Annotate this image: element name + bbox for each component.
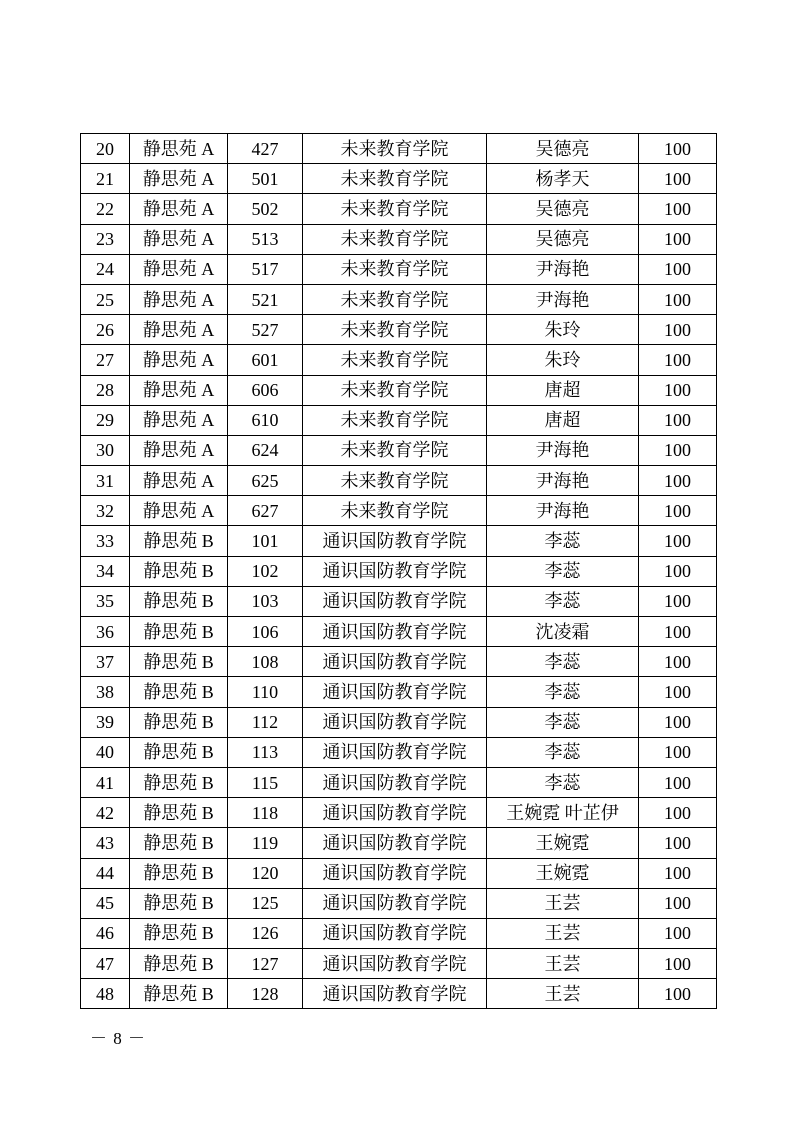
table-row [81,556,717,586]
cell-no: 25 [81,284,130,314]
cell-score: 100 [639,435,717,465]
cell-building: 静思苑 A [130,284,228,314]
page-number: － 8 － [90,1029,146,1048]
table-row [81,284,717,314]
table-row [81,345,717,375]
cell-score: 100 [639,405,717,435]
cell-score: 100 [639,617,717,647]
cell-score: 100 [639,828,717,858]
cell-room: 126 [228,918,303,948]
cell-no: 39 [81,707,130,737]
cell-room: 106 [228,617,303,647]
cell-score: 100 [639,345,717,375]
cell-college: 通识国防教育学院 [303,828,487,858]
cell-no: 26 [81,315,130,345]
cell-room: 427 [228,134,303,164]
cell-no: 46 [81,918,130,948]
cell-person: 李蕊 [487,737,639,767]
cell-college: 通识国防教育学院 [303,949,487,979]
cell-building: 静思苑 B [130,617,228,647]
table-row [81,828,717,858]
cell-college: 未来教育学院 [303,224,487,254]
table-row [81,888,717,918]
cell-score: 100 [639,164,717,194]
table-row [81,254,717,284]
cell-college: 通识国防教育学院 [303,707,487,737]
table-body [81,134,717,1009]
cell-room: 101 [228,526,303,556]
table-row [81,677,717,707]
table-row [81,707,717,737]
cell-college: 通识国防教育学院 [303,888,487,918]
cell-no: 48 [81,979,130,1009]
cell-person: 李蕊 [487,647,639,677]
cell-building: 静思苑 B [130,828,228,858]
cell-score: 100 [639,707,717,737]
cell-no: 38 [81,677,130,707]
table-row [81,164,717,194]
cell-college: 未来教育学院 [303,375,487,405]
cell-score: 100 [639,466,717,496]
cell-no: 44 [81,858,130,888]
table-row [81,405,717,435]
cell-building: 静思苑 B [130,798,228,828]
cell-room: 128 [228,979,303,1009]
cell-no: 22 [81,194,130,224]
cell-no: 33 [81,526,130,556]
cell-building: 静思苑 B [130,677,228,707]
table-row [81,647,717,677]
cell-building: 静思苑 A [130,134,228,164]
cell-room: 118 [228,798,303,828]
cell-score: 100 [639,888,717,918]
cell-person: 朱玲 [487,315,639,345]
cell-no: 24 [81,254,130,284]
cell-college: 通识国防教育学院 [303,526,487,556]
cell-college: 通识国防教育学院 [303,979,487,1009]
cell-no: 23 [81,224,130,254]
cell-college: 通识国防教育学院 [303,858,487,888]
cell-no: 28 [81,375,130,405]
cell-room: 521 [228,284,303,314]
cell-score: 100 [639,949,717,979]
cell-room: 527 [228,315,303,345]
cell-person: 王芸 [487,949,639,979]
cell-room: 115 [228,767,303,797]
table-row [81,798,717,828]
cell-no: 32 [81,496,130,526]
cell-building: 静思苑 A [130,375,228,405]
table-row [81,858,717,888]
cell-score: 100 [639,798,717,828]
cell-score: 100 [639,647,717,677]
cell-room: 624 [228,435,303,465]
cell-building: 静思苑 B [130,737,228,767]
table-row [81,617,717,647]
cell-no: 41 [81,767,130,797]
cell-room: 119 [228,828,303,858]
cell-room: 501 [228,164,303,194]
cell-building: 静思苑 B [130,526,228,556]
cell-person: 李蕊 [487,677,639,707]
cell-college: 未来教育学院 [303,194,487,224]
table-row [81,949,717,979]
cell-building: 静思苑 A [130,194,228,224]
cell-person: 吴德亮 [487,194,639,224]
cell-building: 静思苑 A [130,466,228,496]
cell-building: 静思苑 B [130,707,228,737]
cell-no: 30 [81,435,130,465]
cell-score: 100 [639,586,717,616]
cell-person: 李蕊 [487,767,639,797]
cell-person: 唐超 [487,405,639,435]
cell-score: 100 [639,556,717,586]
cell-score: 100 [639,224,717,254]
cell-no: 27 [81,345,130,375]
cell-room: 113 [228,737,303,767]
cell-building: 静思苑 A [130,254,228,284]
cell-person: 尹海艳 [487,284,639,314]
cell-building: 静思苑 A [130,224,228,254]
cell-room: 108 [228,647,303,677]
cell-no: 35 [81,586,130,616]
table-row [81,375,717,405]
table-row [81,134,717,164]
cell-score: 100 [639,858,717,888]
cell-person: 李蕊 [487,707,639,737]
table-row [81,435,717,465]
cell-college: 未来教育学院 [303,345,487,375]
dormitory-score-table [80,133,717,1009]
cell-room: 513 [228,224,303,254]
cell-building: 静思苑 B [130,979,228,1009]
cell-room: 127 [228,949,303,979]
table-row [81,466,717,496]
cell-building: 静思苑 A [130,164,228,194]
cell-person: 李蕊 [487,586,639,616]
table-row [81,315,717,345]
cell-building: 静思苑 A [130,435,228,465]
cell-room: 102 [228,556,303,586]
cell-building: 静思苑 B [130,949,228,979]
cell-room: 517 [228,254,303,284]
cell-person: 唐超 [487,375,639,405]
cell-building: 静思苑 B [130,647,228,677]
cell-college: 未来教育学院 [303,315,487,345]
cell-person: 沈凌霜 [487,617,639,647]
cell-person: 李蕊 [487,556,639,586]
cell-college: 通识国防教育学院 [303,677,487,707]
cell-no: 29 [81,405,130,435]
cell-building: 静思苑 A [130,315,228,345]
cell-room: 610 [228,405,303,435]
cell-score: 100 [639,737,717,767]
cell-no: 20 [81,134,130,164]
cell-college: 通识国防教育学院 [303,798,487,828]
cell-no: 37 [81,647,130,677]
cell-room: 112 [228,707,303,737]
cell-score: 100 [639,254,717,284]
cell-score: 100 [639,315,717,345]
cell-person: 王芸 [487,918,639,948]
cell-score: 100 [639,767,717,797]
cell-no: 47 [81,949,130,979]
cell-no: 34 [81,556,130,586]
cell-room: 502 [228,194,303,224]
cell-building: 静思苑 B [130,767,228,797]
cell-room: 627 [228,496,303,526]
cell-building: 静思苑 B [130,586,228,616]
cell-no: 31 [81,466,130,496]
cell-room: 110 [228,677,303,707]
cell-college: 通识国防教育学院 [303,617,487,647]
table-row [81,194,717,224]
cell-room: 103 [228,586,303,616]
cell-college: 通识国防教育学院 [303,586,487,616]
table-row [81,586,717,616]
cell-building: 静思苑 B [130,858,228,888]
cell-college: 通识国防教育学院 [303,737,487,767]
cell-score: 100 [639,677,717,707]
cell-room: 606 [228,375,303,405]
cell-person: 王婉霓 叶芷伊 [487,798,639,828]
cell-score: 100 [639,918,717,948]
cell-score: 100 [639,134,717,164]
cell-person: 吴德亮 [487,134,639,164]
cell-person: 吴德亮 [487,224,639,254]
cell-person: 王婉霓 [487,828,639,858]
cell-college: 通识国防教育学院 [303,556,487,586]
cell-college: 未来教育学院 [303,134,487,164]
cell-room: 125 [228,888,303,918]
table-row [81,979,717,1009]
cell-college: 未来教育学院 [303,466,487,496]
cell-building: 静思苑 B [130,918,228,948]
cell-building: 静思苑 A [130,345,228,375]
cell-college: 未来教育学院 [303,405,487,435]
cell-person: 尹海艳 [487,466,639,496]
cell-person: 王芸 [487,979,639,1009]
cell-no: 45 [81,888,130,918]
cell-score: 100 [639,496,717,526]
table-row [81,737,717,767]
cell-college: 通识国防教育学院 [303,918,487,948]
cell-college: 未来教育学院 [303,435,487,465]
cell-score: 100 [639,526,717,556]
cell-building: 静思苑 B [130,888,228,918]
cell-no: 40 [81,737,130,767]
cell-room: 601 [228,345,303,375]
cell-score: 100 [639,375,717,405]
cell-college: 未来教育学院 [303,254,487,284]
cell-no: 21 [81,164,130,194]
cell-person: 王婉霓 [487,858,639,888]
table-row [81,918,717,948]
cell-score: 100 [639,979,717,1009]
cell-building: 静思苑 A [130,405,228,435]
table-row [81,224,717,254]
cell-college: 未来教育学院 [303,164,487,194]
cell-score: 100 [639,284,717,314]
cell-person: 尹海艳 [487,496,639,526]
table-row [81,526,717,556]
cell-building: 静思苑 B [130,556,228,586]
cell-college: 通识国防教育学院 [303,647,487,677]
cell-college: 通识国防教育学院 [303,767,487,797]
cell-no: 43 [81,828,130,858]
cell-college: 未来教育学院 [303,496,487,526]
cell-building: 静思苑 A [130,496,228,526]
cell-person: 朱玲 [487,345,639,375]
cell-person: 尹海艳 [487,435,639,465]
cell-person: 王芸 [487,888,639,918]
cell-room: 625 [228,466,303,496]
cell-person: 尹海艳 [487,254,639,284]
table-row [81,496,717,526]
cell-room: 120 [228,858,303,888]
cell-person: 李蕊 [487,526,639,556]
cell-college: 未来教育学院 [303,284,487,314]
cell-score: 100 [639,194,717,224]
cell-no: 42 [81,798,130,828]
cell-no: 36 [81,617,130,647]
table-row [81,767,717,797]
cell-person: 杨孝天 [487,164,639,194]
